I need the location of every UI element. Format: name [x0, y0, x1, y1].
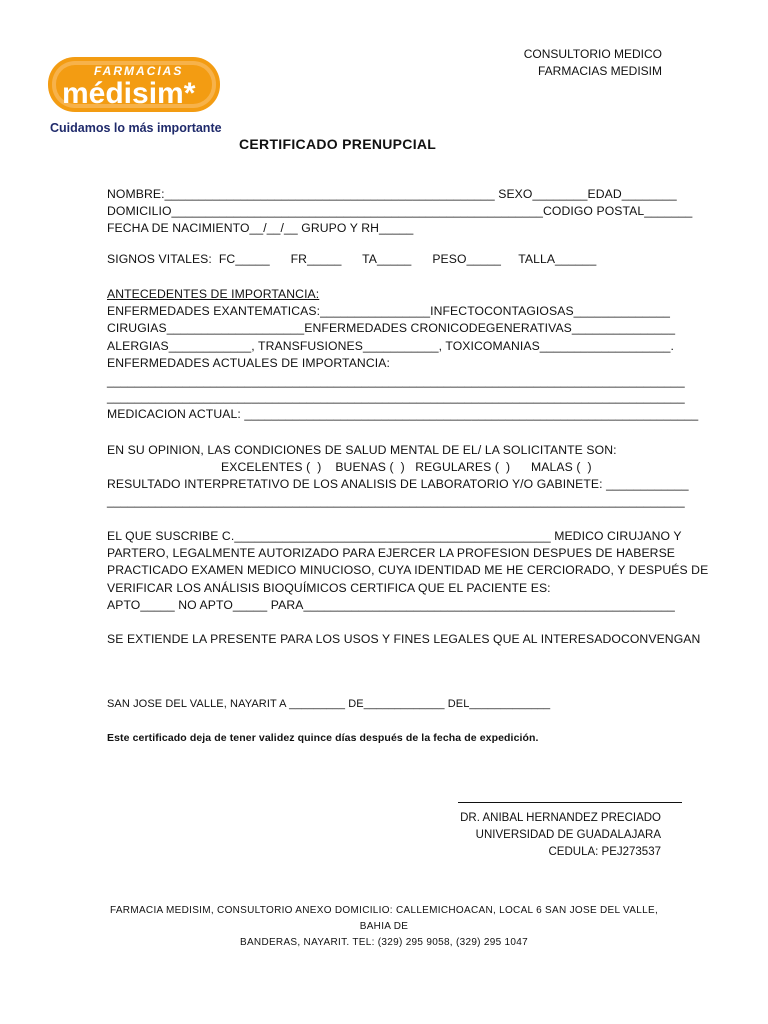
signature-block	[460, 810, 661, 861]
signature-university: UNIVERSIDAD DE GUADALAJARA	[475, 829, 661, 841]
field-enfermedades-actuales: ENFERMEDADES ACTUALES DE IMPORTANCIA:	[107, 356, 390, 370]
field-exantematicas: ENFERMEDADES EXANTEMATICAS:________________INFECTOCONTAGIOSAS______________	[107, 304, 670, 318]
footer-line-2: BANDERAS, NAYARIT. TEL: (329) 295 9058, (329) 295 1047	[239, 937, 528, 948]
field-alergias: ALERGIAS____________, TRANSFUSIONES___________, TOXICOMANIAS___________________.	[107, 339, 674, 353]
footer-line-1: FARMACIA MEDISIM, CONSULTORIO ANEXO DOMICILIO: CALLEMICHOACAN, LOCAL 6 SAN JOSE DEL VALLE, BAHIA DE	[109, 905, 659, 932]
field-domicilio: DOMICILIO______________________________________________________CODIGO POSTAL_______	[107, 204, 693, 218]
logo-tagline: Cuidamos lo más importante	[50, 121, 222, 135]
field-nombre: NOMBRE:________________________________________________ SEXO________EDAD________	[107, 187, 677, 201]
field-opciones-salud-mental: EXCELENTES ( ) BUENAS ( ) REGULARES ( ) MALAS ( )	[221, 460, 592, 474]
header-line-2: FARMACIAS MEDISIM	[537, 64, 662, 78]
field-opinion: EN SU OPINION, LAS CONDICIONES DE SALUD MENTAL DE EL/ LA SOLICITANTE SON:	[107, 443, 617, 457]
text-extiende: SE EXTIENDE LA PRESENTE PARA LOS USOS Y FINES LEGALES QUE AL INTERESADOCONVENGAN	[107, 632, 701, 646]
text-suscribe-3: PRACTICADO EXAMEN MEDICO MINUCIOSO, CUYA IDENTIDAD ME HE CERCIORADO, Y DESPUÉS DE	[107, 563, 709, 577]
section-antecedentes-heading: ANTECEDENTES DE IMPORTANCIA:	[107, 287, 320, 301]
field-apto: APTO_____ NO APTO_____ PARA______________________________________________________	[107, 598, 675, 612]
text-suscribe-2: PARTERO, LEGALMENTE AUTORIZADO PARA EJERCER LA PROFESION DESPUES DE HABERSE	[107, 546, 676, 560]
signature-cedula: CEDULA: PEJ273537	[548, 846, 661, 858]
farmacias-medisim-logo	[46, 55, 226, 135]
logo-graphic	[46, 55, 226, 135]
blank-line-3: ____________________________________________________________________________________	[107, 494, 685, 508]
text-suscribe-4: VERIFICAR LOS ANÁLISIS BIOQUÍMICOS CERTIFICA QUE EL PACIENTE ES:	[107, 581, 551, 595]
signature-name: DR. ANIBAL HERNANDEZ PRECIADO	[460, 812, 661, 824]
footer-address	[96, 903, 672, 951]
text-validez: Este certificado deja de tener validez quince días después de la fecha de expedición.	[107, 732, 539, 744]
field-resultado-laboratorio: RESULTADO INTERPRETATIVO DE LOS ANALISIS DE LABORATORIO Y/O GABINETE: ____________	[107, 477, 689, 491]
logo-top-word: FARMACIAS	[94, 64, 184, 78]
blank-line-1: ____________________________________________________________________________________	[107, 374, 685, 388]
logo-brand: médisim*	[62, 77, 196, 110]
field-fecha-nacimiento: FECHA DE NACIMIENTO__/__/__ GRUPO Y RH_____	[107, 221, 414, 235]
page-title: CERTIFICADO PRENUPCIAL	[239, 136, 437, 152]
header-line-1: CONSULTORIO MEDICO	[523, 47, 662, 61]
field-cirugias: CIRUGIAS____________________ENFERMEDADES CRONICODEGENERATIVAS_______________	[107, 321, 676, 335]
field-signos-vitales: SIGNOS VITALES: FC_____ FR_____ TA_____ PESO_____ TALLA______	[107, 252, 597, 266]
blank-line-2: ____________________________________________________________________________________	[107, 390, 685, 404]
field-medicacion-actual: MEDICACION ACTUAL: __________________________________________________________________	[107, 407, 699, 421]
text-suscribe-1: EL QUE SUSCRIBE C.______________________________________________ MEDICO CIRUJANO Y	[107, 529, 682, 543]
header-block	[524, 46, 662, 80]
field-lugar-fecha: SAN JOSE DEL VALLE, NAYARIT A _________ DE_____________ DEL_____________	[107, 698, 551, 710]
signature-line	[458, 802, 682, 803]
